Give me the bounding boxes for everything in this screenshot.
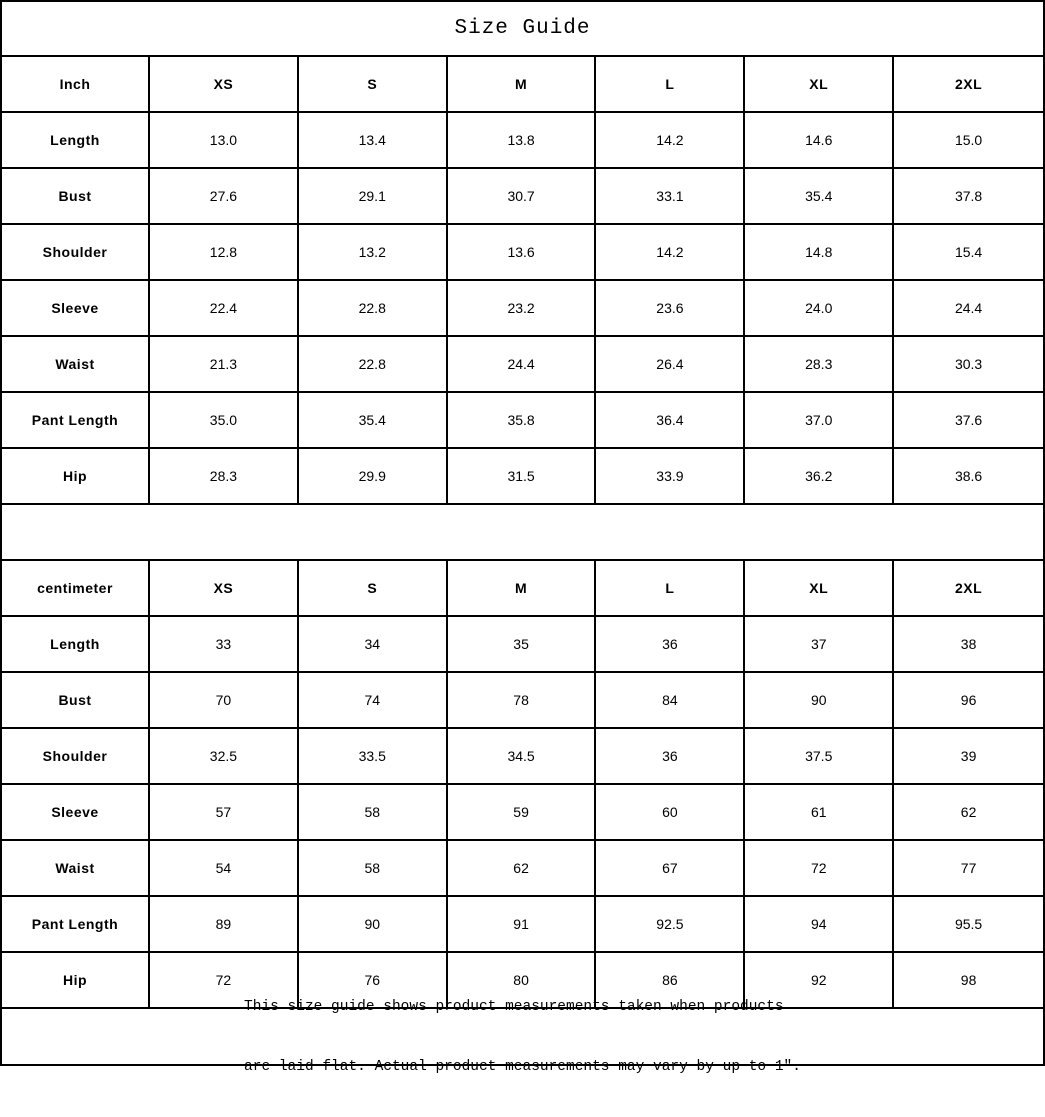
row-label: Bust: [2, 169, 150, 225]
size-value: 13.6: [448, 225, 597, 281]
size-value: 58: [299, 841, 448, 897]
row-label: Hip: [2, 953, 150, 1009]
size-value: 24.4: [894, 281, 1043, 337]
row-label: Hip: [2, 449, 150, 505]
row-label: Sleeve: [2, 785, 150, 841]
size-value: 62: [894, 785, 1043, 841]
row-label: Pant Length: [2, 897, 150, 953]
size-value: 24.4: [448, 337, 597, 393]
size-value: 37.8: [894, 169, 1043, 225]
size-value: 33: [150, 617, 299, 673]
size-value: 61: [745, 785, 894, 841]
size-value: 23.2: [448, 281, 597, 337]
size-value: 37.6: [894, 393, 1043, 449]
size-value: 35.8: [448, 393, 597, 449]
size-table-inch: [2, 57, 1043, 505]
size-value: 39: [894, 729, 1043, 785]
size-value: 74: [299, 673, 448, 729]
size-value: 15.0: [894, 113, 1043, 169]
size-value: 13.2: [299, 225, 448, 281]
size-value: 21.3: [150, 337, 299, 393]
column-header: 2XL: [894, 57, 1043, 113]
size-value: 33.5: [299, 729, 448, 785]
size-value: 35.0: [150, 393, 299, 449]
size-value: 14.6: [745, 113, 894, 169]
column-header: XS: [150, 561, 299, 617]
column-header: S: [299, 561, 448, 617]
size-value: 95.5: [894, 897, 1043, 953]
size-value: 92: [745, 953, 894, 1009]
size-value: 14.2: [596, 113, 745, 169]
size-value: 76: [299, 953, 448, 1009]
size-value: 22.8: [299, 281, 448, 337]
footer-note: [2, 998, 1043, 1075]
size-value: 34.5: [448, 729, 597, 785]
footer-note-line2: are laid flat. Actual product measurements may vary by up to 1″.: [244, 1058, 801, 1075]
size-value: 28.3: [745, 337, 894, 393]
column-header: 2XL: [894, 561, 1043, 617]
size-value: 36.2: [745, 449, 894, 505]
column-header: M: [448, 561, 597, 617]
size-value: 72: [150, 953, 299, 1009]
size-value: 14.8: [745, 225, 894, 281]
footer-note-line1: This size guide shows product measurements taken when products: [244, 998, 784, 1015]
size-value: 34: [299, 617, 448, 673]
size-value: 37.0: [745, 393, 894, 449]
size-value: 54: [150, 841, 299, 897]
size-value: 33.1: [596, 169, 745, 225]
row-label: Length: [2, 113, 150, 169]
size-value: 84: [596, 673, 745, 729]
column-header: S: [299, 57, 448, 113]
size-value: 14.2: [596, 225, 745, 281]
column-header: M: [448, 57, 597, 113]
size-value: 96: [894, 673, 1043, 729]
size-value: 13.4: [299, 113, 448, 169]
size-value: 94: [745, 897, 894, 953]
size-value: 38.6: [894, 449, 1043, 505]
table-spacer: [2, 505, 1043, 561]
size-value: 22.8: [299, 337, 448, 393]
size-value: 78: [448, 673, 597, 729]
size-value: 77: [894, 841, 1043, 897]
size-value: 58: [299, 785, 448, 841]
size-value: 27.6: [150, 169, 299, 225]
size-value: 29.9: [299, 449, 448, 505]
row-label: Shoulder: [2, 225, 150, 281]
size-value: 35.4: [745, 169, 894, 225]
size-value: 37: [745, 617, 894, 673]
size-value: 92.5: [596, 897, 745, 953]
size-tables: [2, 57, 1043, 1009]
size-value: 12.8: [150, 225, 299, 281]
size-value: 37.5: [745, 729, 894, 785]
size-value: 32.5: [150, 729, 299, 785]
size-value: 90: [299, 897, 448, 953]
size-value: 13.8: [448, 113, 597, 169]
row-label: Sleeve: [2, 281, 150, 337]
size-value: 91: [448, 897, 597, 953]
size-value: 31.5: [448, 449, 597, 505]
unit-label: Inch: [2, 57, 150, 113]
footer-note-text: [244, 957, 801, 1117]
size-value: 59: [448, 785, 597, 841]
size-value: 22.4: [150, 281, 299, 337]
column-header: L: [596, 561, 745, 617]
size-value: 80: [448, 953, 597, 1009]
row-label: Shoulder: [2, 729, 150, 785]
column-header: XS: [150, 57, 299, 113]
unit-label: centimeter: [2, 561, 150, 617]
size-value: 24.0: [745, 281, 894, 337]
size-value: 57: [150, 785, 299, 841]
size-value: 35: [448, 617, 597, 673]
size-value: 29.1: [299, 169, 448, 225]
size-value: 23.6: [596, 281, 745, 337]
row-label: Waist: [2, 841, 150, 897]
size-value: 13.0: [150, 113, 299, 169]
size-value: 72: [745, 841, 894, 897]
size-value: 70: [150, 673, 299, 729]
size-value: 33.9: [596, 449, 745, 505]
row-label: Length: [2, 617, 150, 673]
size-value: 26.4: [596, 337, 745, 393]
size-value: 98: [894, 953, 1043, 1009]
column-header: XL: [745, 561, 894, 617]
size-table-centimeter: [2, 561, 1043, 1009]
size-value: 36.4: [596, 393, 745, 449]
column-header: XL: [745, 57, 894, 113]
size-value: 60: [596, 785, 745, 841]
size-value: 36: [596, 617, 745, 673]
size-value: 38: [894, 617, 1043, 673]
size-value: 67: [596, 841, 745, 897]
page-title: Size Guide: [2, 2, 1043, 57]
size-value: 30.7: [448, 169, 597, 225]
row-label: Bust: [2, 673, 150, 729]
size-value: 15.4: [894, 225, 1043, 281]
size-value: 90: [745, 673, 894, 729]
size-value: 28.3: [150, 449, 299, 505]
size-value: 89: [150, 897, 299, 953]
size-value: 30.3: [894, 337, 1043, 393]
row-label: Pant Length: [2, 393, 150, 449]
size-value: 36: [596, 729, 745, 785]
size-value: 86: [596, 953, 745, 1009]
size-value: 35.4: [299, 393, 448, 449]
size-value: 62: [448, 841, 597, 897]
column-header: L: [596, 57, 745, 113]
row-label: Waist: [2, 337, 150, 393]
